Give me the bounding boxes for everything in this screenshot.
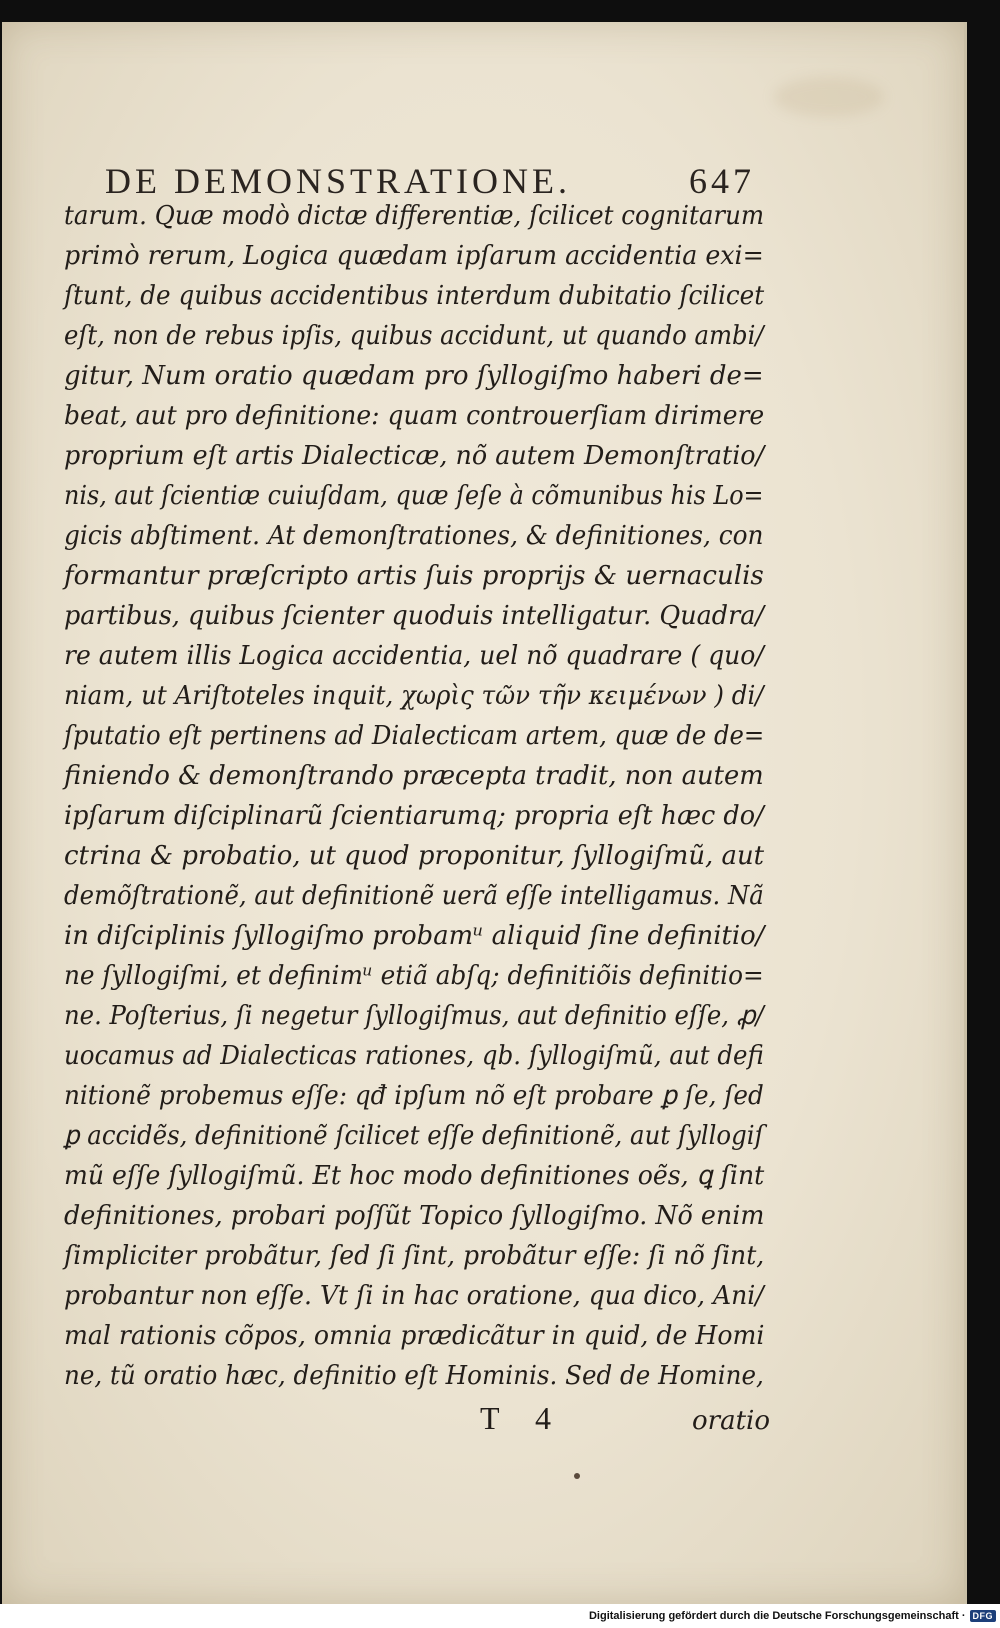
text-line: ipſarum diſciplinarũ ſcientiarumq; propria eſt hæc do/ (64, 801, 764, 831)
text-line: nis, aut ſcientiæ cuiuſdam, quæ ſeſe à cõmunibus his Lo= (64, 481, 764, 511)
text-line: tarum. Quæ modò dictæ differentiæ, ſcilicet cognitarum (64, 201, 765, 231)
paper-stain (774, 77, 884, 117)
page-number: 647 (689, 161, 755, 201)
text-line: uocamus ad Dialecticas rationes, qb. ſyllogiſmũ, aut defi (64, 1041, 764, 1071)
digitization-credit-bar (0, 1604, 1000, 1628)
signature-mark: T 4 (480, 1400, 565, 1436)
text-line: ſputatio eſt pertinens ad Dialecticam artem, quæ de de= (64, 721, 765, 751)
ink-dot (574, 1473, 580, 1479)
text-line: definitiones, probari poſſũt Topico ſyllogiſmo. Nõ enim (64, 1201, 765, 1231)
catchword: oratio (692, 1406, 770, 1436)
text-line: partibus, quibus ſcienter quoduis intelligatur. Quadra/ (64, 601, 764, 631)
running-head (105, 163, 755, 199)
text-line: probantur non eſſe. Vt ſi in hac oratione, qua dico, Ani/ (64, 1281, 764, 1311)
text-line: ne. Poſterius, ſi negetur ſyllogiſmus, aut definitio eſſe, ꝓ/ (64, 1001, 764, 1031)
page-footer (480, 1400, 770, 1437)
body-text (64, 196, 764, 1396)
text-line: primò rerum, Logica quædam ipſarum accidentia exi= (64, 241, 764, 271)
text-line: proprium eſt artis Dialecticæ, nõ autem Demonſtratio/ (64, 441, 765, 471)
text-line: ctrina & probatio, ut quod proponitur, ſyllogiſmũ, aut (64, 841, 765, 871)
text-line: ꝑ accidẽs, definitionẽ ſcilicet eſſe definitionẽ, aut ſyllogiſ (64, 1121, 764, 1151)
text-line: demõſtrationẽ, aut definitionẽ uerã eſſe intelligamus. Nã (64, 881, 764, 911)
running-head-title: DE DEMONSTRATIONE. (105, 161, 571, 201)
text-line: mũ eſſe ſyllogiſmũ. Et hoc modo definitiones oẽs, ꝗ ſint (64, 1161, 765, 1191)
text-line: mal rationis cõpos, omnia prædicãtur in quid, de Homi (64, 1321, 765, 1351)
text-line: niam, ut Ariſtoteles inquit, χωρὶς τῶν τῆν κειμένων ) di/ (64, 681, 764, 711)
text-line: formantur præſcripto artis ſuis proprijs & uernaculis (64, 561, 764, 591)
text-line: in diſciplinis ſyllogiſmo probamᵘ aliquid ſine definitio/ (64, 921, 765, 951)
dfg-logo-icon: DFG (970, 1610, 997, 1622)
text-line: beat, aut pro definitione: quam controuerſiam dirimere (64, 401, 765, 431)
credit-text: Digitalisierung gefördert durch die Deutsche Forschungsgemeinschaft · (588, 1610, 966, 1622)
text-line: eſt, non de rebus ipſis, quibus accidunt, ut quando ambi/ (64, 321, 764, 351)
text-line: gitur, Num oratio quædam pro ſyllogiſmo haberi de= (64, 361, 764, 391)
text-line: gicis abſtiment. At demonſtrationes, & definitiones, con (64, 521, 764, 551)
text-line: ne ſyllogiſmi, et definimᵘ etiã abſq; definitiõis definitio= (64, 961, 764, 991)
text-line: ne, tũ oratio hæc, definitio eſt Hominis. Sed de Homine, (64, 1361, 764, 1391)
text-line: nitionẽ probemus eſſe: qđ ipſum nõ eſt probare ꝑ ſe, ſed (64, 1081, 764, 1111)
text-line: ſimpliciter probãtur, ſed ſi ſint, probãtur eſſe: ſi nõ ſint, (64, 1241, 765, 1271)
text-line: finiendo & demonſtrando præcepta tradit, non autem (64, 761, 764, 791)
text-line: ſtunt, de quibus accidentibus interdum dubitatio ſcilicet (64, 281, 765, 311)
text-line: re autem illis Logica accidentia, uel nõ quadrare ( quo/ (64, 641, 764, 671)
